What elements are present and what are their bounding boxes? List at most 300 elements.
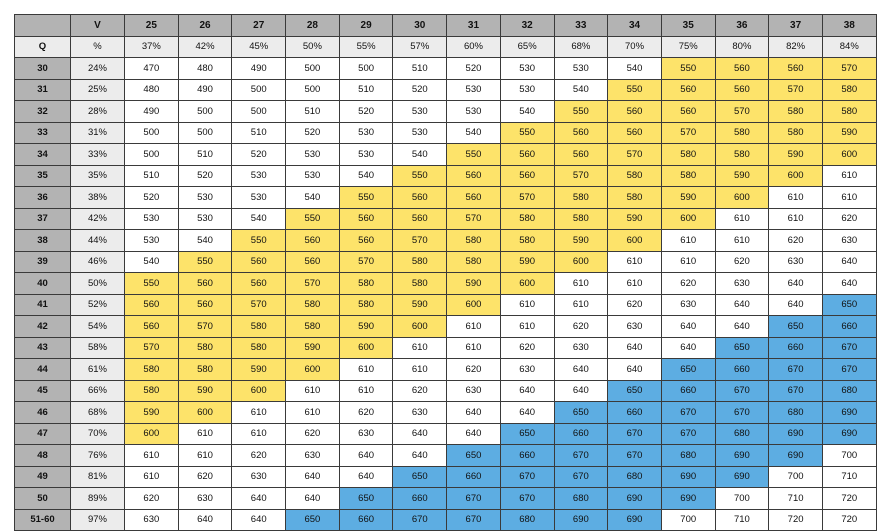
value-cell: 520	[339, 101, 393, 123]
column-percent: 60%	[447, 36, 501, 58]
value-cell: 600	[608, 230, 662, 252]
value-cell: 590	[125, 402, 179, 424]
value-cell: 520	[447, 58, 501, 80]
value-cell: 540	[393, 144, 447, 166]
value-cell: 500	[339, 58, 393, 80]
value-cell: 530	[554, 58, 608, 80]
table-row	[15, 445, 877, 467]
value-cell: 670	[661, 423, 715, 445]
value-cell: 590	[608, 208, 662, 230]
row-label: 48	[15, 445, 71, 467]
value-cell: 680	[661, 445, 715, 467]
value-cell: 680	[822, 380, 876, 402]
row-percent: 70%	[71, 423, 125, 445]
value-cell: 610	[232, 423, 286, 445]
value-cell: 710	[715, 509, 769, 531]
value-cell: 600	[125, 423, 179, 445]
value-cell: 610	[447, 316, 501, 338]
value-cell: 620	[393, 380, 447, 402]
value-cell: 560	[608, 122, 662, 144]
value-cell: 630	[608, 316, 662, 338]
value-cell: 640	[447, 402, 501, 424]
value-cell: 530	[500, 79, 554, 101]
table-row	[15, 488, 877, 510]
value-cell: 720	[769, 509, 823, 531]
value-cell: 550	[554, 101, 608, 123]
value-cell: 530	[232, 187, 286, 209]
value-cell: 540	[500, 101, 554, 123]
row-label: 43	[15, 337, 71, 359]
row-percent: 76%	[71, 445, 125, 467]
value-cell: 640	[232, 509, 286, 531]
value-cell: 530	[500, 58, 554, 80]
value-cell: 560	[500, 165, 554, 187]
value-cell: 510	[339, 79, 393, 101]
column-header: 26	[178, 15, 232, 37]
value-cell: 670	[769, 359, 823, 381]
value-cell: 600	[178, 402, 232, 424]
value-cell: 630	[715, 273, 769, 295]
value-cell: 470	[125, 58, 179, 80]
value-cell: 570	[661, 122, 715, 144]
table-row	[15, 316, 877, 338]
value-cell: 630	[178, 488, 232, 510]
value-cell: 580	[769, 101, 823, 123]
value-cell: 540	[286, 187, 340, 209]
value-cell: 620	[769, 230, 823, 252]
table-row	[15, 380, 877, 402]
value-cell: 660	[661, 380, 715, 402]
value-cell: 620	[339, 402, 393, 424]
value-cell: 500	[125, 144, 179, 166]
value-cell: 720	[822, 488, 876, 510]
value-cell: 590	[769, 144, 823, 166]
value-cell: 640	[554, 380, 608, 402]
value-cell: 530	[447, 79, 501, 101]
value-cell: 580	[715, 144, 769, 166]
row-percent: 42%	[71, 208, 125, 230]
value-cell: 660	[769, 337, 823, 359]
value-cell: 690	[661, 466, 715, 488]
value-cell: 480	[125, 79, 179, 101]
v-header: V	[71, 15, 125, 37]
value-cell: 580	[393, 273, 447, 295]
row-percent: 61%	[71, 359, 125, 381]
value-cell: 610	[125, 445, 179, 467]
row-label: 44	[15, 359, 71, 381]
value-cell: 540	[554, 79, 608, 101]
value-cell: 620	[178, 466, 232, 488]
value-cell: 520	[178, 165, 232, 187]
value-cell: 590	[661, 187, 715, 209]
table-row	[15, 79, 877, 101]
value-cell: 620	[554, 316, 608, 338]
value-cell: 580	[447, 230, 501, 252]
column-percent: 57%	[393, 36, 447, 58]
value-cell: 610	[608, 273, 662, 295]
value-cell: 610	[339, 380, 393, 402]
value-cell: 570	[178, 316, 232, 338]
value-cell: 580	[661, 144, 715, 166]
value-cell: 590	[447, 273, 501, 295]
value-cell: 600	[661, 208, 715, 230]
value-cell: 510	[286, 101, 340, 123]
row-percent: 81%	[71, 466, 125, 488]
value-cell: 550	[608, 79, 662, 101]
value-cell: 680	[769, 402, 823, 424]
value-cell: 660	[393, 488, 447, 510]
lookup-table-container	[14, 14, 877, 531]
row-label: 45	[15, 380, 71, 402]
value-cell: 640	[715, 316, 769, 338]
value-cell: 580	[608, 165, 662, 187]
value-cell: 650	[500, 423, 554, 445]
value-cell: 580	[178, 337, 232, 359]
value-cell: 570	[715, 101, 769, 123]
row-percent: 44%	[71, 230, 125, 252]
column-percent: 45%	[232, 36, 286, 58]
column-header: 25	[125, 15, 179, 37]
value-cell: 670	[822, 359, 876, 381]
value-cell: 700	[661, 509, 715, 531]
row-percent: 46%	[71, 251, 125, 273]
value-cell: 680	[500, 509, 554, 531]
value-cell: 640	[447, 423, 501, 445]
value-cell: 650	[339, 488, 393, 510]
value-cell: 560	[393, 208, 447, 230]
value-cell: 580	[232, 337, 286, 359]
value-cell: 680	[554, 488, 608, 510]
value-cell: 600	[769, 165, 823, 187]
value-cell: 640	[500, 380, 554, 402]
row-percent: 52%	[71, 294, 125, 316]
table-row	[15, 402, 877, 424]
table-row	[15, 509, 877, 531]
value-cell: 560	[339, 208, 393, 230]
value-cell: 590	[286, 337, 340, 359]
value-cell: 600	[232, 380, 286, 402]
table-row	[15, 122, 877, 144]
value-cell: 670	[393, 509, 447, 531]
value-cell: 510	[232, 122, 286, 144]
value-cell: 560	[393, 187, 447, 209]
value-cell: 690	[608, 509, 662, 531]
value-cell: 570	[125, 337, 179, 359]
row-percent: 66%	[71, 380, 125, 402]
column-percent: 37%	[125, 36, 179, 58]
value-cell: 630	[393, 402, 447, 424]
value-cell: 580	[286, 316, 340, 338]
row-percent: 97%	[71, 509, 125, 531]
value-cell: 610	[393, 359, 447, 381]
value-cell: 530	[125, 230, 179, 252]
value-cell: 610	[608, 251, 662, 273]
column-header: 37	[769, 15, 823, 37]
value-cell: 480	[178, 58, 232, 80]
value-cell: 670	[822, 337, 876, 359]
value-cell: 640	[393, 445, 447, 467]
row-label: 39	[15, 251, 71, 273]
value-cell: 690	[661, 488, 715, 510]
table-row	[15, 208, 877, 230]
value-cell: 560	[232, 251, 286, 273]
value-cell: 540	[339, 165, 393, 187]
value-cell: 530	[339, 122, 393, 144]
value-cell: 700	[769, 466, 823, 488]
value-cell: 510	[178, 144, 232, 166]
value-cell: 560	[178, 294, 232, 316]
value-cell: 650	[822, 294, 876, 316]
table-row	[15, 165, 877, 187]
row-percent: 35%	[71, 165, 125, 187]
table-row	[15, 230, 877, 252]
value-cell: 560	[661, 101, 715, 123]
value-cell: 670	[500, 466, 554, 488]
value-cell: 620	[500, 337, 554, 359]
value-cell: 530	[447, 101, 501, 123]
row-label: 32	[15, 101, 71, 123]
row-label: 36	[15, 187, 71, 209]
value-cell: 560	[125, 294, 179, 316]
value-cell: 620	[286, 423, 340, 445]
value-cell: 630	[500, 359, 554, 381]
value-cell: 640	[339, 445, 393, 467]
value-cell: 640	[286, 466, 340, 488]
value-cell: 610	[769, 187, 823, 209]
value-cell: 620	[447, 359, 501, 381]
table-row	[15, 58, 877, 80]
value-cell: 570	[232, 294, 286, 316]
value-cell: 580	[608, 187, 662, 209]
value-cell: 540	[125, 251, 179, 273]
value-cell: 620	[661, 273, 715, 295]
value-cell: 610	[822, 187, 876, 209]
value-cell: 610	[661, 251, 715, 273]
value-cell: 580	[554, 187, 608, 209]
value-cell: 560	[178, 273, 232, 295]
value-cell: 690	[608, 488, 662, 510]
value-cell: 640	[822, 251, 876, 273]
value-cell: 500	[178, 122, 232, 144]
value-cell: 660	[554, 423, 608, 445]
value-cell: 580	[125, 359, 179, 381]
value-cell: 560	[769, 58, 823, 80]
value-cell: 550	[447, 144, 501, 166]
value-cell: 580	[822, 101, 876, 123]
column-header: 30	[393, 15, 447, 37]
value-cell: 570	[339, 251, 393, 273]
value-cell: 640	[286, 488, 340, 510]
value-cell: 610	[661, 230, 715, 252]
value-cell: 570	[500, 187, 554, 209]
column-percent: 55%	[339, 36, 393, 58]
column-header: 38	[822, 15, 876, 37]
value-cell: 660	[447, 466, 501, 488]
value-cell: 610	[178, 423, 232, 445]
lookup-table	[14, 14, 877, 531]
table-row	[15, 294, 877, 316]
value-cell: 580	[232, 316, 286, 338]
value-cell: 560	[715, 58, 769, 80]
value-cell: 530	[178, 187, 232, 209]
row-label: 30	[15, 58, 71, 80]
value-cell: 530	[393, 122, 447, 144]
value-cell: 530	[286, 144, 340, 166]
row-percent: 38%	[71, 187, 125, 209]
value-cell: 640	[715, 294, 769, 316]
value-cell: 620	[822, 208, 876, 230]
value-cell: 660	[715, 359, 769, 381]
value-cell: 640	[393, 423, 447, 445]
value-cell: 580	[822, 79, 876, 101]
value-cell: 500	[286, 58, 340, 80]
table-row	[15, 187, 877, 209]
value-cell: 540	[608, 58, 662, 80]
row-percent: 50%	[71, 273, 125, 295]
value-cell: 650	[608, 380, 662, 402]
value-cell: 600	[286, 359, 340, 381]
value-cell: 530	[339, 144, 393, 166]
value-cell: 670	[715, 402, 769, 424]
column-percent: 42%	[178, 36, 232, 58]
value-cell: 690	[769, 445, 823, 467]
value-cell: 550	[286, 208, 340, 230]
column-header: 33	[554, 15, 608, 37]
value-cell: 650	[554, 402, 608, 424]
value-cell: 690	[822, 423, 876, 445]
value-cell: 610	[232, 402, 286, 424]
value-cell: 570	[769, 79, 823, 101]
value-cell: 640	[339, 466, 393, 488]
value-cell: 500	[232, 79, 286, 101]
value-cell: 630	[339, 423, 393, 445]
value-cell: 610	[554, 273, 608, 295]
value-cell: 640	[661, 337, 715, 359]
value-cell: 550	[339, 187, 393, 209]
value-cell: 520	[125, 187, 179, 209]
value-cell: 550	[232, 230, 286, 252]
value-cell: 590	[232, 359, 286, 381]
column-header: 35	[661, 15, 715, 37]
value-cell: 580	[500, 230, 554, 252]
value-cell: 560	[232, 273, 286, 295]
value-cell: 630	[822, 230, 876, 252]
value-cell: 700	[822, 445, 876, 467]
row-label: 37	[15, 208, 71, 230]
value-cell: 600	[500, 273, 554, 295]
corner-cell	[15, 15, 71, 37]
value-cell: 670	[769, 380, 823, 402]
value-cell: 650	[286, 509, 340, 531]
column-percent: 75%	[661, 36, 715, 58]
column-header: 27	[232, 15, 286, 37]
value-cell: 550	[178, 251, 232, 273]
value-cell: 690	[554, 509, 608, 531]
value-cell: 600	[554, 251, 608, 273]
value-cell: 500	[286, 79, 340, 101]
value-cell: 580	[500, 208, 554, 230]
value-cell: 610	[554, 294, 608, 316]
value-cell: 570	[393, 230, 447, 252]
value-cell: 610	[286, 402, 340, 424]
value-cell: 580	[286, 294, 340, 316]
row-label: 40	[15, 273, 71, 295]
value-cell: 560	[125, 316, 179, 338]
value-cell: 610	[500, 316, 554, 338]
value-cell: 710	[769, 488, 823, 510]
value-cell: 610	[715, 208, 769, 230]
value-cell: 670	[608, 445, 662, 467]
value-cell: 650	[715, 337, 769, 359]
table-row	[15, 251, 877, 273]
value-cell: 570	[286, 273, 340, 295]
value-cell: 490	[125, 101, 179, 123]
value-cell: 580	[769, 122, 823, 144]
value-cell: 580	[447, 251, 501, 273]
value-cell: 570	[554, 165, 608, 187]
value-cell: 660	[608, 402, 662, 424]
row-label: 33	[15, 122, 71, 144]
value-cell: 580	[661, 165, 715, 187]
row-label: 34	[15, 144, 71, 166]
value-cell: 500	[232, 101, 286, 123]
value-cell: 610	[125, 466, 179, 488]
value-cell: 560	[715, 79, 769, 101]
value-cell: 560	[286, 230, 340, 252]
percent-header: %	[71, 36, 125, 58]
column-header: 31	[447, 15, 501, 37]
value-cell: 650	[661, 359, 715, 381]
value-cell: 580	[339, 294, 393, 316]
value-cell: 630	[125, 509, 179, 531]
value-cell: 630	[769, 251, 823, 273]
value-cell: 640	[178, 509, 232, 531]
value-cell: 590	[822, 122, 876, 144]
value-cell: 620	[125, 488, 179, 510]
value-cell: 530	[232, 165, 286, 187]
row-percent: 28%	[71, 101, 125, 123]
value-cell: 560	[554, 144, 608, 166]
column-percent: 65%	[500, 36, 554, 58]
column-percent: 82%	[769, 36, 823, 58]
value-cell: 600	[393, 316, 447, 338]
value-cell: 540	[232, 208, 286, 230]
value-cell: 530	[286, 165, 340, 187]
table-row	[15, 423, 877, 445]
value-cell: 600	[715, 187, 769, 209]
value-cell: 570	[447, 208, 501, 230]
row-percent: 33%	[71, 144, 125, 166]
value-cell: 560	[608, 101, 662, 123]
value-cell: 490	[178, 79, 232, 101]
value-cell: 530	[178, 208, 232, 230]
column-percent: 70%	[608, 36, 662, 58]
value-cell: 610	[178, 445, 232, 467]
value-cell: 670	[661, 402, 715, 424]
q-header: Q	[15, 36, 71, 58]
value-cell: 610	[339, 359, 393, 381]
value-cell: 560	[554, 122, 608, 144]
column-header: 34	[608, 15, 662, 37]
value-cell: 670	[447, 488, 501, 510]
row-label: 42	[15, 316, 71, 338]
value-cell: 520	[393, 79, 447, 101]
value-cell: 580	[339, 273, 393, 295]
value-cell: 600	[822, 144, 876, 166]
value-cell: 700	[715, 488, 769, 510]
column-percent: 80%	[715, 36, 769, 58]
column-header: 36	[715, 15, 769, 37]
